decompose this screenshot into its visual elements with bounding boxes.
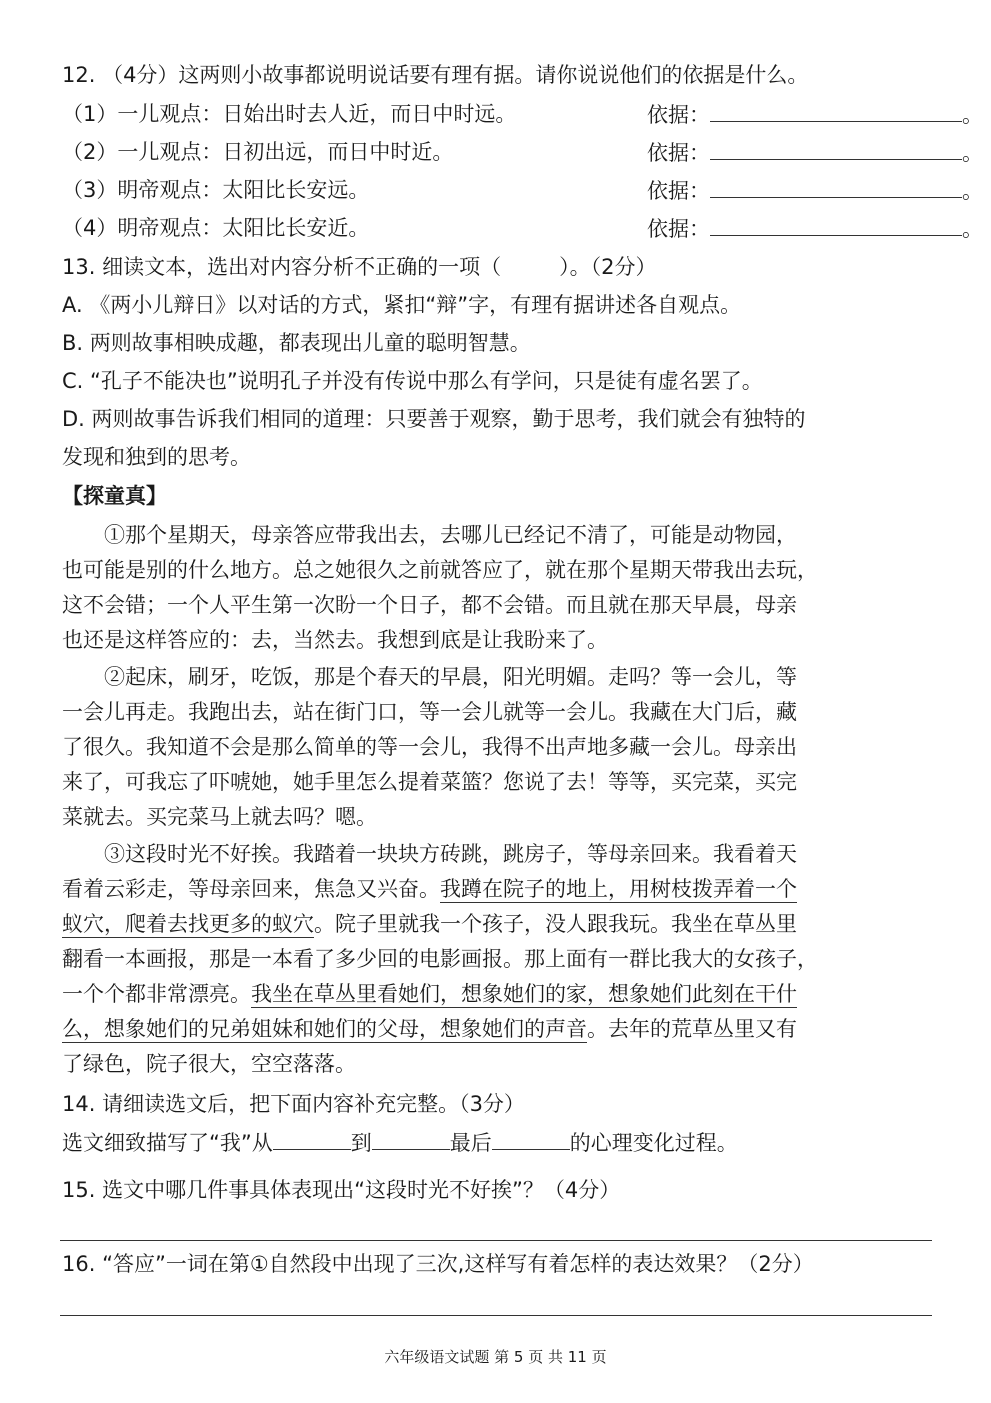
passage-p2-line3: 了很久。我知道不会是那么简单的等一会儿，我得不出声地多藏一会儿。母亲出 [62, 735, 797, 759]
q14-text-b: 到 [350, 1131, 372, 1155]
passage-p1-line4: 也还是这样答应的：去，当然去。我想到底是让我盼来了。 [62, 628, 608, 652]
passage-p3-line4: 翻看一本画报，那是一本看了多少回的电影画报。那上面有一群比我大的女孩子， [62, 947, 818, 971]
q14-text-d: 的心理变化过程。 [569, 1131, 738, 1155]
passage-p2-line1: ②起床，刷牙，吃饭，那是个春天的早晨，阳光明媚。走吗？等一会儿，等 [104, 665, 797, 689]
q12-item-2-basis [647, 137, 983, 168]
basis-end: 。 [962, 179, 983, 203]
q12-item-3-basis [647, 175, 983, 206]
passage-p3-line6 [62, 1014, 932, 1044]
q12-item-1-text: （1）一儿观点：日始出时去人近，而日中时远。 [62, 102, 517, 126]
q13-stem [62, 252, 932, 282]
q13-stem-part2: ）。（2分） [559, 255, 657, 279]
q13-stem-part1: 13. 细读文本，选出对内容分析不正确的一项（ [62, 255, 502, 279]
q14-text-a: 选文细致描写了“我”从 [62, 1131, 273, 1155]
q15-stem: 15. 选文中哪几件事具体表现出“这段时光不好挨”？（4分） [62, 1178, 621, 1202]
q12-item-2-text: （2）一儿观点：日初出远，而日中时近。 [62, 140, 454, 164]
q12-item-4 [62, 213, 983, 243]
passage-text: 看着云彩走，等母亲回来，焦急又兴奋。 [62, 877, 440, 901]
passage-p2-line4: 来了，可我忘了吓唬她，她手里怎么提着菜篮？您说了去！等等，买完菜，买完 [62, 770, 797, 794]
q13-option-d-line2: 发现和独到的思考。 [62, 445, 251, 469]
basis-label: 依据： [647, 179, 710, 203]
passage-p1-line2: 也可能是别的什么地方。总之她很久之前就答应了，就在那个星期天带我出去玩， [62, 558, 818, 582]
q12-item-1 [62, 99, 983, 129]
q16-answer-line[interactable] [60, 1315, 932, 1316]
underlined-sentence-1: 我蹲在院子的地上，用树枝拨弄着一个 [440, 877, 797, 901]
q13-option-b: B. 两则故事相映成趣，都表现出儿童的聪明智慧。 [62, 331, 531, 355]
q14-blank-3[interactable] [492, 1127, 570, 1150]
passage-p3-line2 [62, 874, 932, 904]
q12-item-2 [62, 137, 983, 167]
q16-stem: 16. “答应”一词在第①自然段中出现了三次,这样写有着怎样的表达效果？（2分） [62, 1252, 814, 1276]
q13-option-a: A. 《两小儿辩日》以对话的方式，紧扣“辩”字，有理有据讲述各自观点。 [62, 293, 742, 317]
passage-text: 。去年的荒草丛里又有 [587, 1017, 797, 1041]
q12-item-1-basis [647, 99, 983, 130]
q12-item-3-text: （3）明帝观点：太阳比长安远。 [62, 178, 370, 202]
basis-label: 依据： [647, 217, 710, 241]
underlined-sentence-2: 我坐在草丛里看她们，想象她们的家，想象她们此刻在干什 [251, 982, 797, 1006]
passage-p1-line3: 这不会错；一个人平生第一次盼一个日子，都不会错。而且就在那天早晨，母亲 [62, 593, 797, 617]
passage-p3-line7: 了绿色，院子很大，空空落落。 [62, 1052, 356, 1076]
basis-end: 。 [962, 103, 983, 127]
passage-p3-line3 [62, 909, 932, 939]
section-title: 【探童真】 [62, 484, 167, 508]
passage-p2-line5: 菜就去。买完菜马上就去吗？嗯。 [62, 805, 377, 829]
passage-text: 。院子里就我一个孩子，没人跟我玩。我坐在草丛里 [314, 912, 797, 936]
q12-item-4-basis [647, 213, 983, 244]
passage-p1-line1: ①那个星期天，母亲答应带我出去，去哪儿已经记不清了，可能是动物园， [104, 523, 797, 547]
q12-stem: 12. （4分）这两则小故事都说明说话要有理有据。请你说说他们的依据是什么。 [62, 63, 809, 87]
passage-p2-line2: 一会儿再走。我跑出去，站在街门口，等一会儿就等一会儿。我藏在大门后，藏 [62, 700, 797, 724]
answer-blank[interactable] [710, 137, 962, 160]
q14-stem: 14. 请细读选文后，把下面内容补充完整。（3分） [62, 1092, 525, 1116]
basis-label: 依据： [647, 141, 710, 165]
q15-answer-line[interactable] [60, 1240, 932, 1241]
basis-label: 依据： [647, 103, 710, 127]
basis-end: 。 [962, 217, 983, 241]
q13-option-c: C. “孔子不能决也”说明孔子并没有传说中那么有学问，只是徒有虚名罢了。 [62, 369, 763, 393]
q12-item-3 [62, 175, 983, 205]
q14-text-c: 最后 [449, 1131, 492, 1155]
passage-p3-line5 [62, 979, 932, 1009]
q13-option-d-line1: D. 两则故事告诉我们相同的道理：只要善于观察，勤于思考，我们就会有独特的 [62, 407, 806, 431]
q14-blank-1[interactable] [273, 1127, 351, 1150]
basis-end: 。 [962, 141, 983, 165]
passage-p3-line1: ③这段时光不好挨。我踏着一块块方砖跳，跳房子，等母亲回来。我看着天 [104, 842, 797, 866]
answer-blank[interactable] [710, 99, 962, 122]
underlined-sentence-1-end: 蚁穴，爬着去找更多的蚁穴 [62, 912, 314, 936]
answer-blank[interactable] [710, 213, 962, 236]
passage-text: 一个个都非常漂亮。 [62, 982, 251, 1006]
page-footer: 六年级语文试题 第 5 页 共 11 页 [384, 1348, 607, 1366]
answer-blank[interactable] [710, 175, 962, 198]
q14-blank-2[interactable] [372, 1127, 450, 1150]
underlined-sentence-2-end: 么，想象她们的兄弟姐妹和她们的父母，想象她们的声音 [62, 1017, 587, 1041]
q12-item-4-text: （4）明帝观点：太阳比长安近。 [62, 216, 370, 240]
q14-fill-line [62, 1127, 932, 1158]
